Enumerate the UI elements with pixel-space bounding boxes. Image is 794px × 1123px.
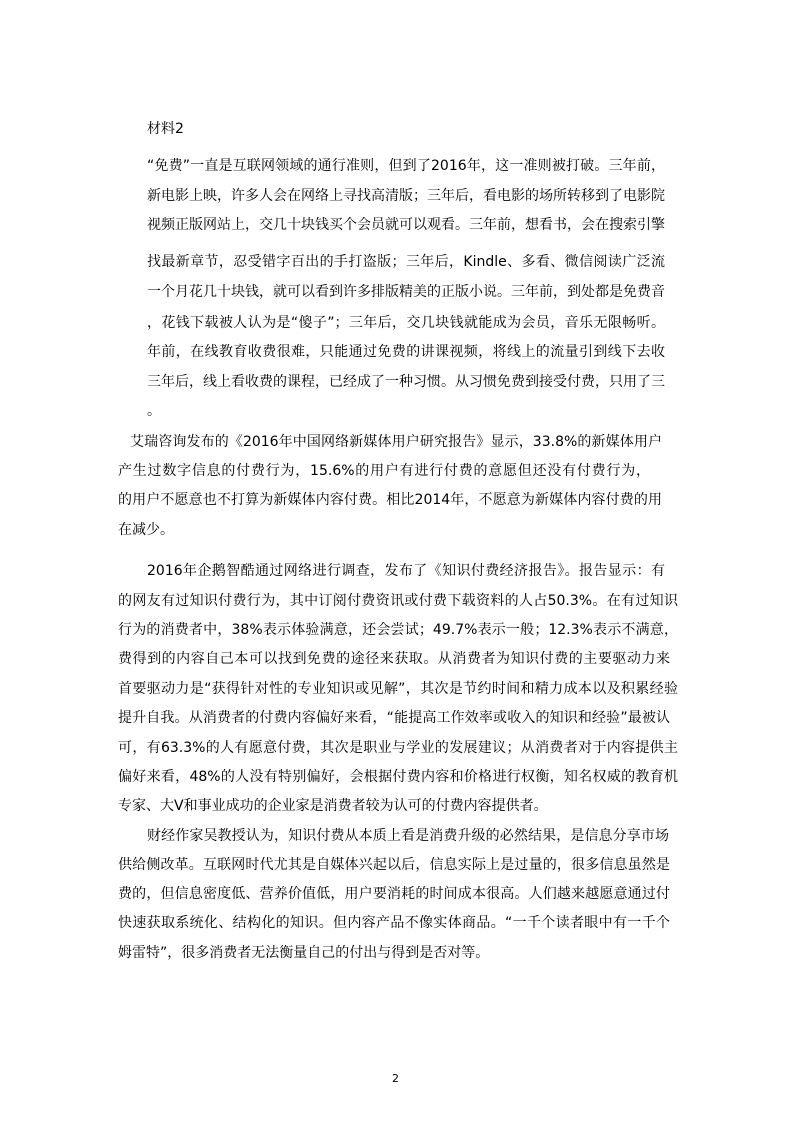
text-line: 可，有63.3%的人有愿意付费，其次是职业与学业的发展建议；从消费者对于内容提供主: [118, 740, 678, 756]
text-line: 2016年企鹅智酷通过网络进行调查，发布了《知识付费经济报告》。报告显示：有: [147, 563, 665, 579]
text-line: 的用户不愿意也不打算为新媒体内容付费。相比2014年，不愿意为新媒体内容付费的用: [118, 492, 662, 508]
text-line: 专家、大V和事业成功的企业家是消费者较为认可的付费内容提供者。: [118, 798, 548, 814]
text-line: 三年后，线上看收费的课程，已经成了一种习惯。从习惯免费到接受付费，只用了三: [147, 374, 665, 390]
text-line: 找最新章节，忍受错字百出的手打盗版；三年后，Kindle、多看、微信阅读广泛流: [147, 254, 665, 270]
text-line: ，花钱下载被人认为是“傻子”；三年后，交几块钱就能成为会员，音乐无限畅听。: [147, 315, 665, 331]
text-line: 艾瑞咨询发布的《2016年中国网络新媒体用户研究报告》显示，33.8%的新媒体用户: [130, 434, 662, 450]
page-number: 2: [392, 1072, 399, 1085]
text-line: 。: [147, 403, 161, 419]
text-line: “免费”一直是互联网领域的通行准则，但到了2016年，这一准则被打破。三年前，: [147, 158, 665, 174]
text-line: 首要驱动力是“获得针对性的专业知识或见解”，其次是节约时间和精力成本以及积累经验: [118, 681, 678, 697]
text-line: 费的，但信息密度低、营养价值低，用户要消耗的时间成本很高。人们越来越愿意通过付: [118, 886, 670, 902]
text-line: 一个月花几十块钱，就可以看到许多排版精美的正版小说。三年前，到处都是免费音: [147, 284, 665, 300]
text-line: 供给侧改革。互联网时代尤其是自媒体兴起以后，信息实际上是过量的，很多信息虽然是: [118, 857, 670, 873]
text-line: 视频正版网站上，交几十块钱买个会员就可以观看。三年前，想看书，会在搜索引擎: [147, 217, 665, 233]
material-title: 材料2: [147, 121, 184, 137]
text-line: 年前，在线教育收费很难，只能通过免费的讲课视频，将线上的流量引到线下去收: [147, 344, 665, 360]
text-line: 提升自我。从消费者的付费内容偏好来看，“能提高工作效率或收入的知识和经验”最被认: [118, 710, 670, 726]
text-line: 财经作家吴教授认为，知识付费从本质上看是消费升级的必然结果，是信息分享市场: [147, 828, 669, 844]
text-line: 费得到的内容自己本可以找到免费的途径来获取。从消费者为知识付费的主要驱动力来: [118, 651, 670, 667]
text-line: 的网友有过知识付费行为，其中订阅付费资讯或付费下载资料的人占50.3%。在有过知识: [118, 593, 678, 609]
text-line: 产生过数字信息的付费行为，15.6%的用户有进行付费的意愿但还没有付费行为，: [118, 463, 650, 479]
text-line: 姆雷特”，很多消费者无法衡量自己的付出与得到是否对等。: [118, 945, 490, 961]
text-line: 在减少。: [118, 522, 174, 538]
text-line: 行为的消费者中，38%表示体验满意，还会尝试；49.7%表示一般；12.3%表示不满意，: [118, 622, 678, 638]
text-line: 新电影上映，许多人会在网络上寻找高清版；三年后，看电影的场所转移到了电影院: [147, 188, 665, 204]
text-line: 偏好来看，48%的人没有特别偏好，会根据付费内容和价格进行权衡，知名权威的教育机: [118, 769, 678, 785]
text-line: 快速获取系统化、结构化的知识。但内容产品不像实体商品。“一千个读者眼中有一千个: [118, 915, 670, 931]
